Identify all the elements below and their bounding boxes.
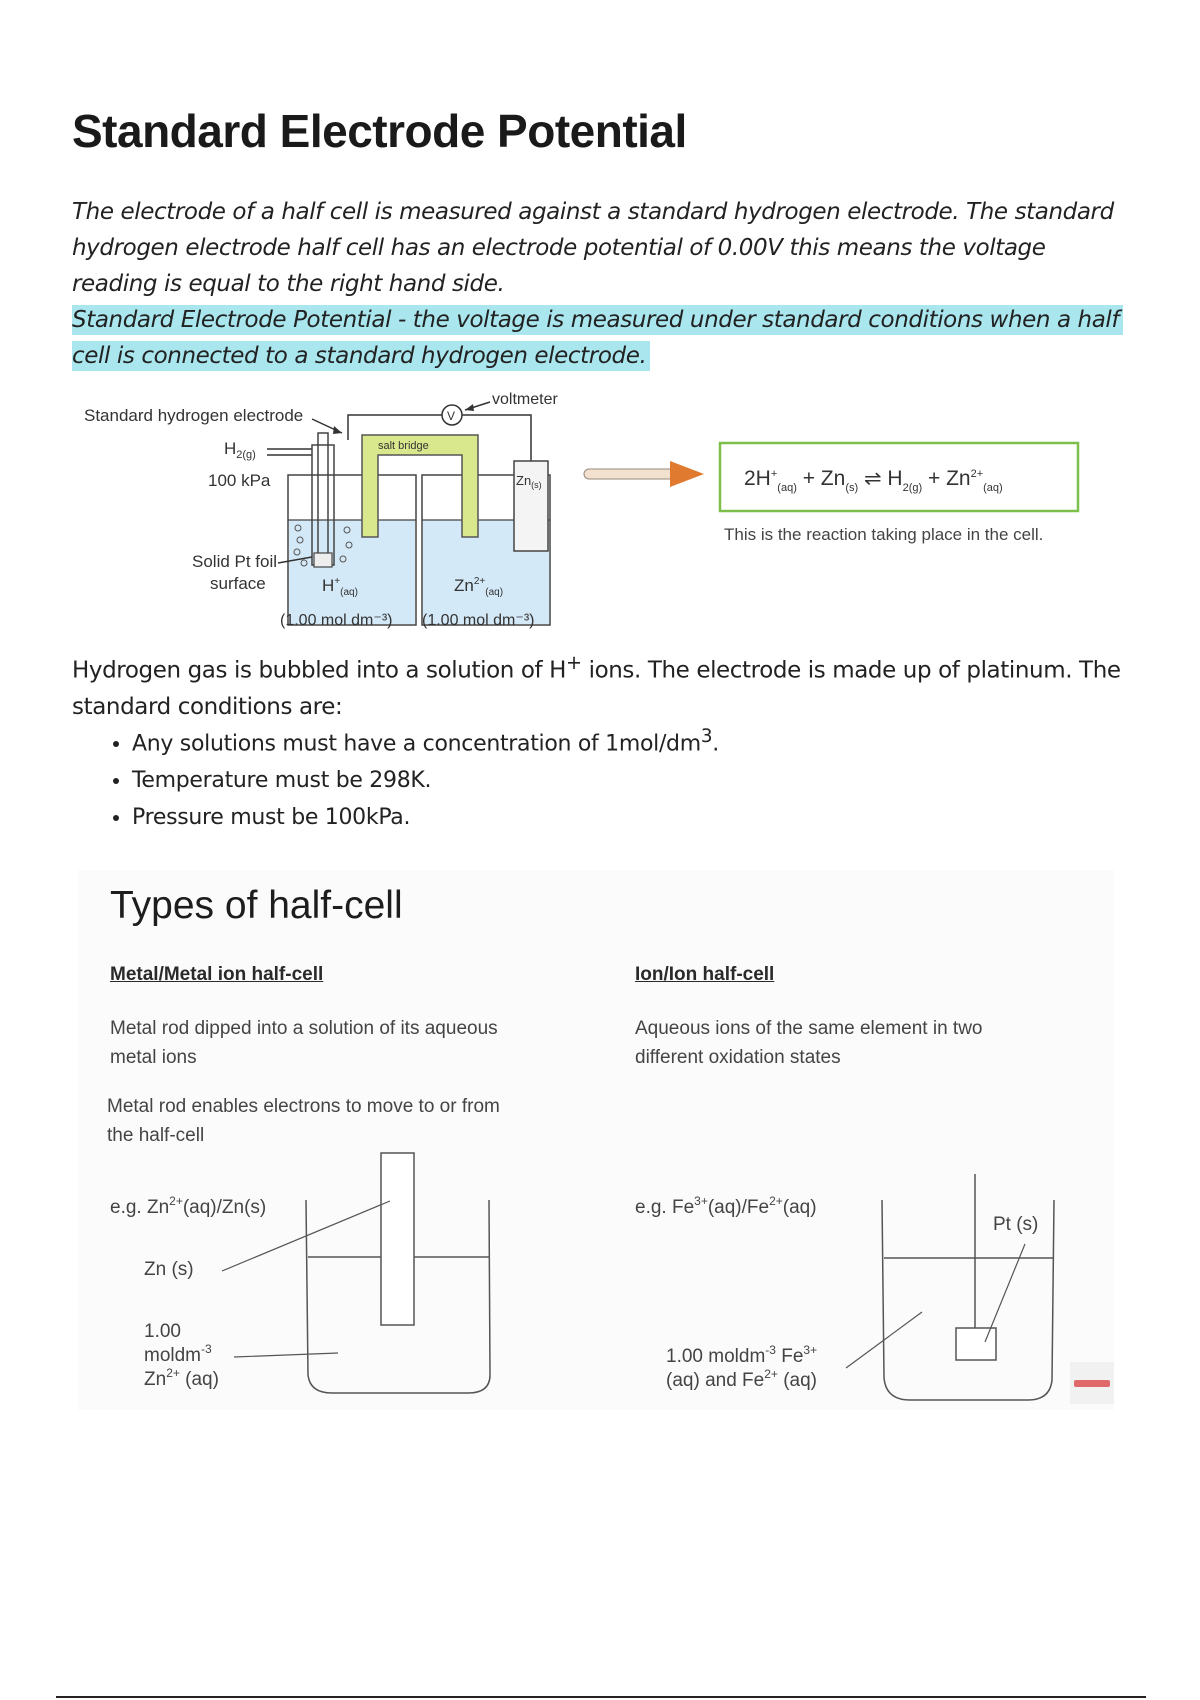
ion-description: Aqueous ions of the same element in two different oxidation states [635,1018,983,1068]
metal-example: e.g. $Zn^{2+}(aq)/Zn(s)$ [110,1194,267,1218]
zinc-rod [381,1153,414,1325]
salt-bridge-label: salt bridge [378,440,429,452]
solution-unit: moldm$^{-3}$ [144,1342,212,1366]
equation-caption: This is the reaction taking place in the cell. [724,525,1044,544]
pt-foil [314,553,332,567]
zinc-label: $Zn_{(s)}$ [516,473,542,490]
watermark-badge [1070,1362,1114,1404]
solution-conc: 1.00 [144,1321,181,1342]
condition-item: • Temperature must be 298K. [132,762,719,799]
left-solution [289,520,415,624]
she-label: Standard hydrogen electrode [84,406,304,425]
metal-description: Metal rod dipped into a solution of its aqueous metal ions [110,1018,498,1068]
electrochemical-cell-diagram [72,385,1132,635]
intro-paragraph: The electrode of a half cell is measured against a standard hydrogen electrode. The standard hydrogen electrode half cell has an electrode potential of 0.00V this means the voltage reading is equal to the right hand side. [72,199,1114,297]
body-section [72,645,1122,725]
types-title: Types of half-cell [110,884,403,927]
ion-heading: Ion/Ion half-cell [635,964,775,985]
metal-half-cell-diagram [100,1145,520,1405]
conditions-list [100,718,719,836]
watermark-icon [1074,1380,1110,1387]
she-arrowhead [333,426,342,434]
body-paragraph: Hydrogen gas is bubbled into a solution of H+ ions. The electrode is made up of platinum. The standard conditions are: [72,651,1121,720]
conc-left: (1.00 mol dm⁻³) [280,612,393,629]
reaction-equation: $2H^+_{(aq)} + Zn_{(s)}$ ⇌ $H_{2(g)} + Zn^{2+}_{(aq)}$ [744,467,1003,494]
solution-ion: $Zn^{2+}$ (aq) [144,1366,219,1390]
zn-ion-label: $Zn^{2+}_{(aq)}$ [454,576,504,598]
pressure-label: 100 kPa [208,471,271,490]
voltmeter-symbol: V [447,409,456,423]
voltmeter-label: voltmeter [492,391,558,408]
h2-label: $H_{2(g)}$ [224,439,256,461]
reaction-arrow-head [670,461,704,487]
metal-rod-note: Metal rod enables electrons to move to or from the half-cell [107,1096,500,1146]
ion-half-cell-diagram [630,1160,1120,1420]
ion-example: e.g. $Fe^{3+}(aq)/Fe^{2+}(aq)$ [635,1194,817,1218]
pt-foil-label-2: surface [210,574,266,593]
pt-foil-label: Solid Pt foil [192,552,278,571]
page-title: Standard Electrode Potential [72,105,687,157]
definition-highlight: Standard Electrode Potential - the voltage is measured under standard conditions when a half cell is connected to a standard hydrogen electrode. [72,305,1123,371]
pt-electrode [956,1328,996,1360]
footer-divider [56,1696,1146,1698]
zn-solid-label: Zn (s) [144,1259,194,1280]
voltmeter-arrowhead [465,404,474,411]
condition-item: • Any solutions must have a concentration of $1mol/dm^3$. [132,718,719,762]
ion-solution-line1: 1.00 moldm$^{-3}$ $Fe^{3+}$ [666,1343,818,1367]
ion-solution-line2: (aq) and $Fe^{2+}$ (aq) [666,1367,817,1391]
condition-item: • Pressure must be 100kPa. [132,799,719,836]
reaction-arrow-shaft [584,469,674,479]
pt-solid-label: Pt (s) [993,1214,1039,1235]
conc-right: (1.00 mol dm⁻³) [422,612,535,629]
metal-heading: Metal/Metal ion half-cell [110,964,324,985]
intro-section [72,194,1122,374]
h-ion-label: $H^+_{(aq)}$ [322,576,358,598]
solution-pointer [234,1353,338,1357]
definition-paragraph [72,302,1122,374]
